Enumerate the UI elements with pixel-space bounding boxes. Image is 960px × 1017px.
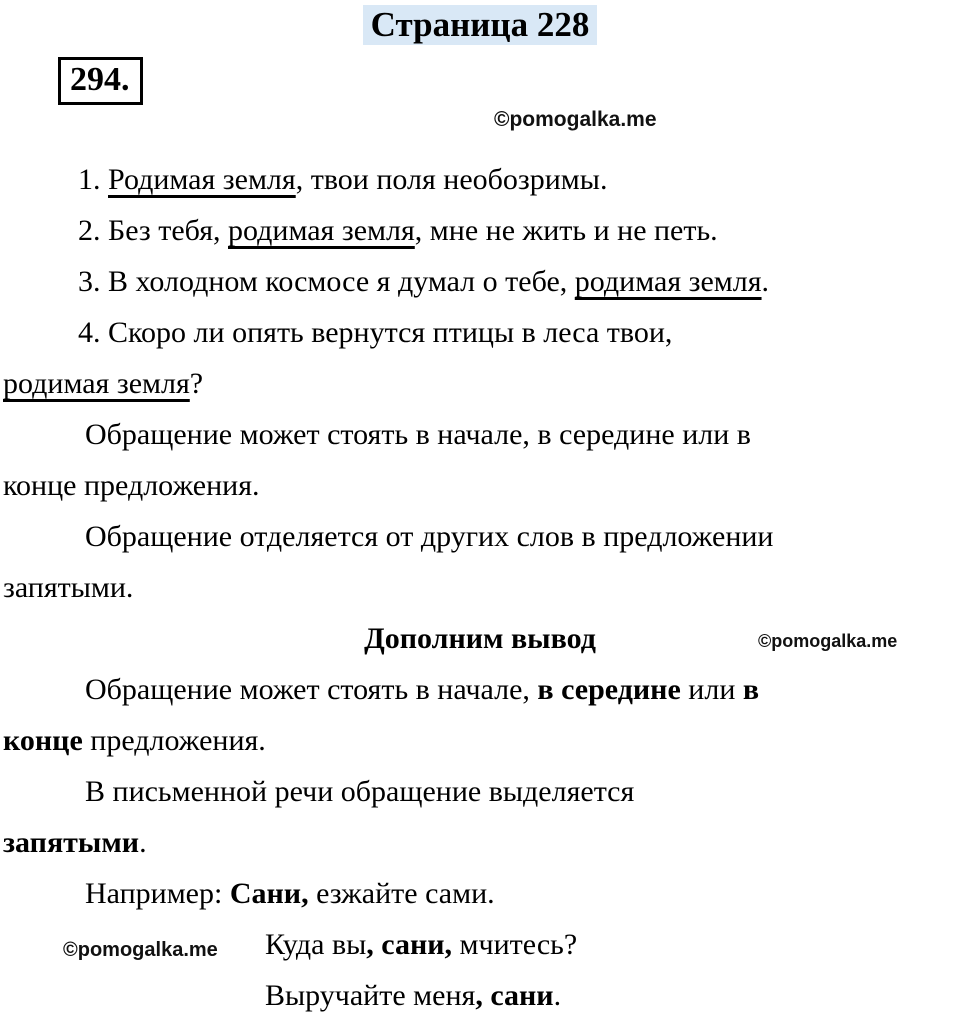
- text-segment: 1.: [78, 163, 108, 196]
- text-segment: запятыми: [3, 826, 140, 859]
- exercise-number-badge: 294.: [58, 57, 143, 105]
- text-segment: 3. В холодном космосе я думал о тебе,: [78, 265, 575, 298]
- watermark-bottom: ©pomogalka.me: [63, 939, 218, 961]
- paragraph: [3, 664, 957, 766]
- page-title-row: [0, 0, 960, 45]
- text-segment: Обращение может стоять в начале, в середине или в: [85, 418, 751, 451]
- text-segment: в середине: [537, 673, 681, 706]
- text-segment: .: [553, 979, 562, 1012]
- underlined-text-segment: родимая земля: [228, 214, 415, 247]
- text-segment: езжайте сами.: [308, 877, 495, 910]
- text-segment: в: [742, 673, 760, 706]
- text-segment: конце: [3, 724, 83, 757]
- text-segment: , мне не жить и не петь.: [414, 214, 718, 247]
- text-segment: или: [680, 673, 743, 706]
- paragraph: [3, 205, 957, 256]
- text-segment: Обращение может стоять в начале,: [85, 673, 538, 706]
- text-segment: запятыми.: [3, 571, 134, 604]
- text-segment: мчитесь?: [452, 928, 578, 961]
- text-segment: ?: [189, 367, 204, 400]
- paragraph: [3, 511, 957, 613]
- text-segment: Например:: [85, 877, 230, 910]
- underlined-text-segment: Родимая земля: [108, 163, 296, 196]
- paragraph: [3, 307, 957, 409]
- underlined-text-segment: родимая земля: [3, 367, 190, 400]
- paragraph: [3, 970, 957, 1017]
- text-segment: Сани,: [229, 877, 309, 910]
- text-segment: , сани: [475, 979, 554, 1012]
- document-body: [0, 154, 960, 1017]
- text-segment: 4. Скоро ли опять вернутся птицы в леса твои,: [78, 316, 673, 349]
- text-segment: конце предложения.: [3, 469, 260, 502]
- paragraph: [3, 256, 957, 307]
- text-segment: .: [761, 265, 770, 298]
- text-segment: 2. Без тебя,: [78, 214, 228, 247]
- text-segment: предложения.: [82, 724, 266, 757]
- text-segment: Дополним вывод: [364, 622, 596, 655]
- text-segment: , твои поля необозримы.: [295, 163, 608, 196]
- page-title: Страница 228: [363, 5, 598, 45]
- text-segment: Обращение отделяется от других слов в предложении: [85, 520, 774, 553]
- watermark-middle: ©pomogalka.me: [758, 631, 898, 651]
- text-segment: .: [139, 826, 147, 859]
- text-segment: , сани,: [366, 928, 453, 961]
- text-segment: Выручайте меня: [265, 979, 476, 1012]
- text-segment: В письменной речи обращение выделяется: [85, 775, 635, 808]
- underlined-text-segment: родимая земля: [574, 265, 762, 298]
- text-segment: Куда вы: [265, 928, 367, 961]
- paragraph: [3, 409, 957, 511]
- paragraph: [3, 766, 957, 868]
- paragraph: [3, 868, 957, 919]
- paragraph: [3, 154, 957, 205]
- watermark-top: ©pomogalka.me: [494, 108, 657, 131]
